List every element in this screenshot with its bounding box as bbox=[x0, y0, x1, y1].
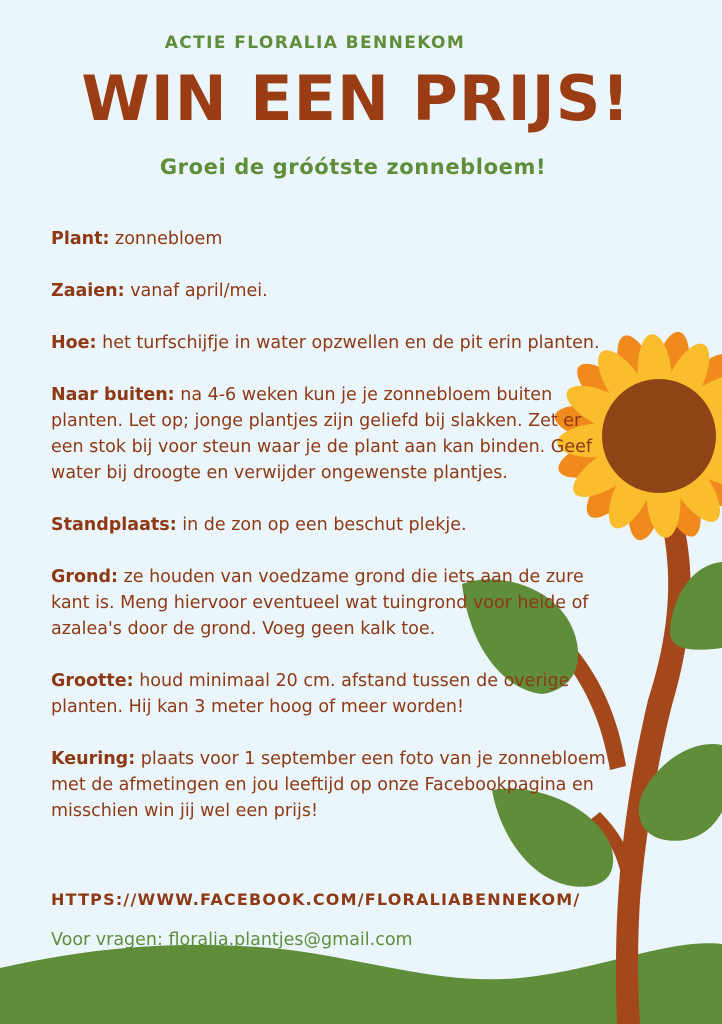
section-text: houd minimaal 20 cm. afstand tussen de overige planten. Hij kan 3 meter hoog of meer worden! bbox=[51, 671, 570, 717]
contact-email: Voor vragen: floralia.plantjes@gmail.com bbox=[51, 930, 413, 950]
facebook-link[interactable]: HTTPS://WWW.FACEBOOK.COM/FLORALIABENNEKOM/ bbox=[51, 890, 581, 909]
section-text: zonnebloem bbox=[109, 229, 223, 249]
section-label: Keuring: bbox=[51, 749, 136, 769]
section-zaaien bbox=[51, 278, 611, 304]
section-text: in de zon op een beschut plekje. bbox=[176, 515, 467, 535]
section-label: Grond: bbox=[51, 567, 119, 587]
kicker: ACTIE FLORALIA BENNEKOM bbox=[164, 33, 466, 53]
section-hoe bbox=[51, 330, 611, 356]
section-text: ze houden van voedzame grond die iets aan de zure kant is. Meng hiervoor eventueel wat tuingrond voor heide of azalea's door de grond. Voeg geen kalk toe. bbox=[51, 567, 589, 639]
section-label: Grootte: bbox=[51, 671, 134, 691]
section-standplaats bbox=[51, 512, 611, 538]
section-keuring bbox=[51, 746, 611, 824]
section-label: Plant: bbox=[51, 229, 110, 249]
section-text: na 4-6 weken kun je je zonnebloem buiten planten. Let op; jonge plantjes zijn geliefd bij slakken. Zet er een stok bij voor steun waar je de plant aan kan binden. Geef water bij droogte en verwijder ongewenste plantjes. bbox=[51, 385, 593, 483]
headline: WIN EEN PRIJS! bbox=[81, 62, 631, 135]
section-text: het turfschijfje in water opzwellen en de pit erin planten. bbox=[96, 333, 600, 353]
subtitle: Groei de gróótste zonnebloem! bbox=[159, 155, 547, 179]
instructions bbox=[51, 226, 611, 850]
section-text: plaats voor 1 september een foto van je zonnebloem met de afmetingen en jou leeftijd op onze Facebookpagina en misschien win jij wel een prijs! bbox=[51, 749, 606, 821]
section-label: Zaaien: bbox=[51, 281, 125, 301]
section-grootte bbox=[51, 668, 611, 720]
section-label: Naar buiten: bbox=[51, 385, 175, 405]
section-plant bbox=[51, 226, 611, 252]
section-label: Standplaats: bbox=[51, 515, 177, 535]
section-naar-buiten bbox=[51, 382, 611, 486]
section-label: Hoe: bbox=[51, 333, 97, 353]
section-grond bbox=[51, 564, 611, 642]
section-text: vanaf april/mei. bbox=[124, 281, 268, 301]
